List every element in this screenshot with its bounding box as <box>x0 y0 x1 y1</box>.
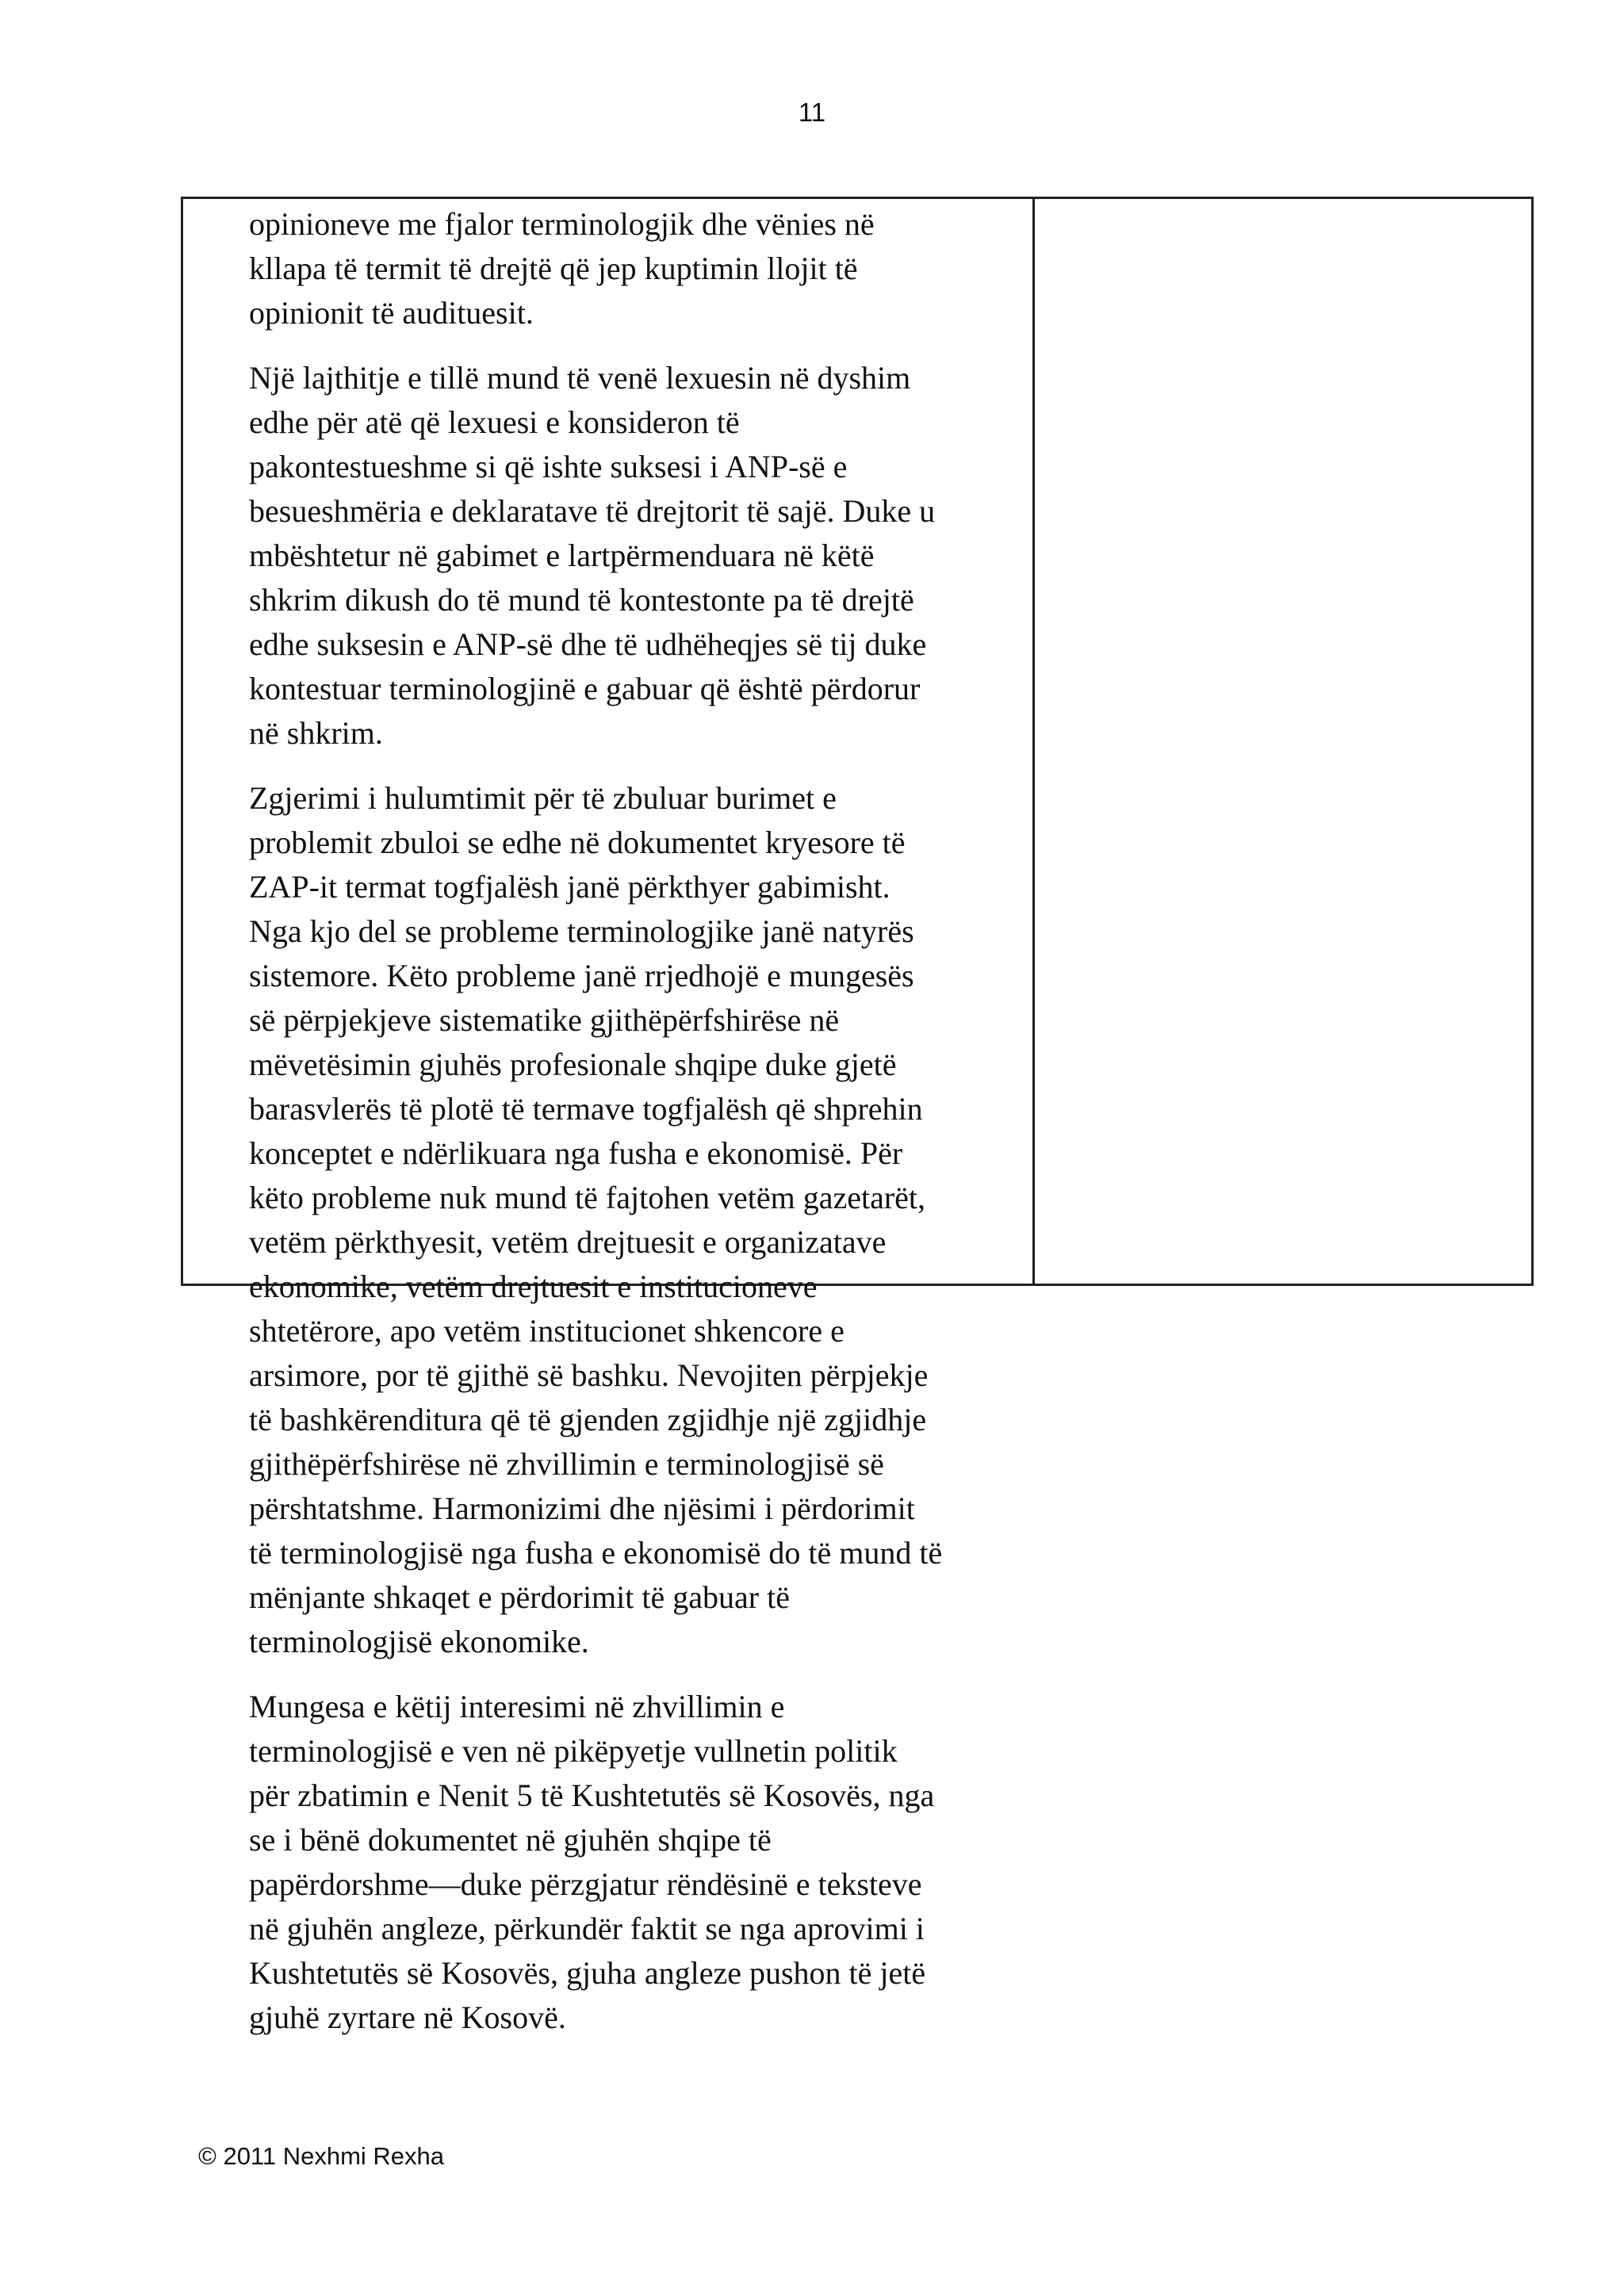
paragraph-2: Një lajthitje e tillë mund të venë lexuesin në dyshim edhe për atë që lexuesi e konsideron të pakontestueshme si që ishte suksesi i ANP-së e besueshmëria e deklaratave të drejtorit të sajë. Duke u mbështetur në gabimet e lartpërmenduara në këtë shkrim dikush do të mund të kontestonte pa të drejtë edhe suksesin e ANP-së dhe të udhëheqjes së tij duke kontestuar terminologjinë e gabuar që është përdorur në shkrim. <box>249 360 936 751</box>
empty-side-cell <box>1035 199 1531 1284</box>
paragraph-3: Zgjerimi i hulumtimit për të zbuluar burimet e problemit zbuloi se edhe në dokumentet kryesore të ZAP-it termat togfjalësh janë përkthyer gabimisht. Nga kjo del se probleme terminologjike janë natyrës sistemore. Këto probleme janë rrjedhojë e mungesës së përpjekjeve sistematike gjithëpërfshirëse në mëvetësimin gjuhës profesionale shqipe duke gjetë barasvlerës të plotë të termave togfjalësh që shprehin konceptet e ndërlikuara nga fusha e ekonomisë. Për këto probleme nuk mund të fajtohen vetëm gazetarët, vetëm përkthyesit, vetëm drejtuesit e organizatave ekonomike, vetëm drejtuesit e institucioneve shtetërore, apo vetëm institucionet shkencore e arsimore, por të gjithë së bashku. Nevojiten përpjekje të bashkërenditura që të gjenden zgjidhje një zgjidhje gjithëpërfshirëse në zhvillimin e terminologjisë së përshtatshme. Harmonizimi dhe njësimi i përdorimit të terminologjisë nga fusha e ekonomisë do të mund të mënjante shkaqet e përdorimit të gabuar të terminologjisë ekonomike. <box>249 780 943 1659</box>
document-table <box>181 197 1534 2035</box>
main-text-cell <box>183 199 1032 2035</box>
page-number: 11 <box>798 98 826 127</box>
footer-copyright: © 2011 Nexhmi Rexha <box>198 2142 445 2170</box>
paragraph-4: Mungesa e këtij interesimi në zhvillimin e terminologjisë e ven në pikëpyetje vullnetin politik për zbatimin e Nenit 5 të Kushtetutës së Kosovës, nga se i bënë dokumentet në gjuhën shqipe të papërdorshme—duke përzgjatur rëndësinë e teksteve në gjuhën angleze, përkundër faktit se nga aprovimi i Kushtetutës së Kosovës, gjuha angleze pushon të jetë gjuhë zyrtare në Kosovë. <box>249 1689 935 2035</box>
paragraph-1: opinioneve me fjalor terminologjik dhe vënies në kllapa të termit të drejtë që jep kuptimin llojit të opinionit të audituesit. <box>249 206 875 331</box>
